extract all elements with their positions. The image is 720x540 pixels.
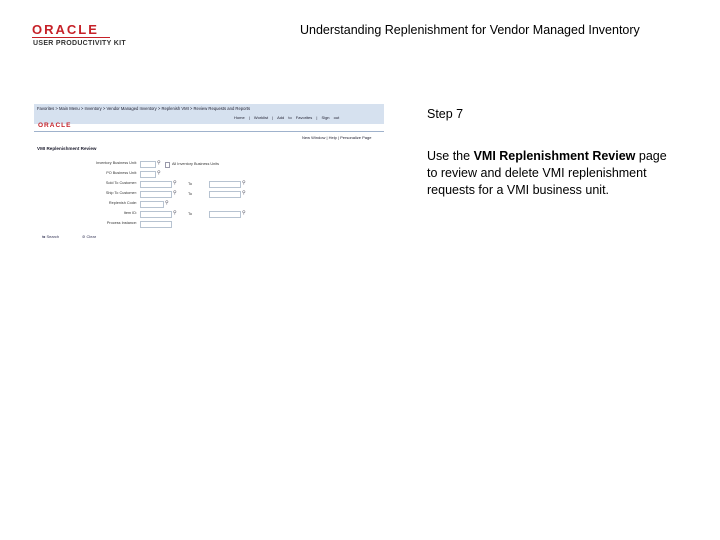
to-label: To bbox=[188, 182, 193, 186]
oracle-wordmark: ORACLE bbox=[32, 22, 99, 37]
sold-to-from-field bbox=[140, 181, 172, 188]
step-label: Step 7 bbox=[427, 107, 464, 121]
form-row bbox=[34, 211, 137, 218]
search-button: ⇆ Search bbox=[42, 234, 60, 239]
to-label: To bbox=[188, 192, 193, 196]
ship-to-from-field bbox=[140, 191, 172, 198]
to-label: To bbox=[188, 212, 193, 216]
application-screenshot bbox=[34, 104, 384, 254]
field-label: PO Business Unit: bbox=[106, 171, 137, 175]
desc-page-name: VMI Replenishment Review bbox=[473, 149, 636, 163]
process-instance-field bbox=[140, 221, 172, 228]
lookup-icon: ⚲ bbox=[242, 190, 246, 196]
screenshot-breadcrumbs: Favorites > Main Menu > Inventory > Vendor Managed Inventory > Replenish VMI > Review Requests and Reports bbox=[37, 106, 251, 111]
item-to-field bbox=[209, 211, 241, 218]
desc-suffix: page to review and delete VMI replenishment requests for a VMI business unit. bbox=[427, 149, 667, 197]
document-title: Understanding Replenishment for Vendor Managed Inventory bbox=[300, 23, 640, 37]
field-label: Sold To Customer: bbox=[105, 181, 137, 185]
po-bu-field bbox=[140, 171, 156, 178]
lookup-icon: ⚲ bbox=[157, 170, 161, 176]
replenish-code-field bbox=[140, 201, 164, 208]
ship-to-to-field bbox=[209, 191, 241, 198]
form-row bbox=[34, 201, 137, 208]
clear-button: ⊘ Clear bbox=[82, 234, 97, 239]
form-row bbox=[34, 161, 137, 168]
field-label: Inventory Business Unit: bbox=[96, 161, 137, 165]
form-row bbox=[34, 191, 137, 198]
lookup-icon: ⚲ bbox=[173, 190, 177, 196]
form-row bbox=[34, 221, 137, 228]
lookup-icon: ⚲ bbox=[173, 210, 177, 216]
field-label: Process Instance: bbox=[106, 221, 137, 225]
screenshot-divider bbox=[34, 131, 384, 132]
upk-subtitle: USER PRODUCTIVITY KIT bbox=[33, 40, 126, 47]
lookup-icon: ⚲ bbox=[165, 200, 169, 206]
screenshot-page-title: VMI Replenishment Review bbox=[37, 146, 97, 151]
field-label: Item ID: bbox=[123, 211, 137, 215]
item-from-field bbox=[140, 211, 172, 218]
field-label: Ship To Customer: bbox=[105, 191, 137, 195]
lookup-icon: ⚲ bbox=[173, 180, 177, 186]
lookup-icon: ⚲ bbox=[157, 160, 161, 166]
oracle-upk-logo bbox=[32, 22, 142, 48]
screenshot-nav-links: Home | Worklist | Add to Favorites | Sign out bbox=[234, 115, 340, 120]
form-row bbox=[34, 181, 137, 188]
all-bu-checkbox bbox=[165, 162, 170, 168]
lookup-icon: ⚲ bbox=[242, 210, 246, 216]
checkbox-label: All Inventory Business Units bbox=[172, 162, 220, 166]
screenshot-oracle-logo: ORACLE bbox=[38, 122, 72, 129]
inventory-bu-field bbox=[140, 161, 156, 168]
desc-prefix: Use the bbox=[427, 149, 474, 163]
field-label: Replenish Code: bbox=[108, 201, 137, 205]
lookup-icon: ⚲ bbox=[242, 180, 246, 186]
sold-to-to-field bbox=[209, 181, 241, 188]
screenshot-page-links: New Window | Help | Personalize Page bbox=[302, 135, 372, 140]
step-description bbox=[427, 148, 677, 199]
form-row bbox=[34, 171, 137, 178]
